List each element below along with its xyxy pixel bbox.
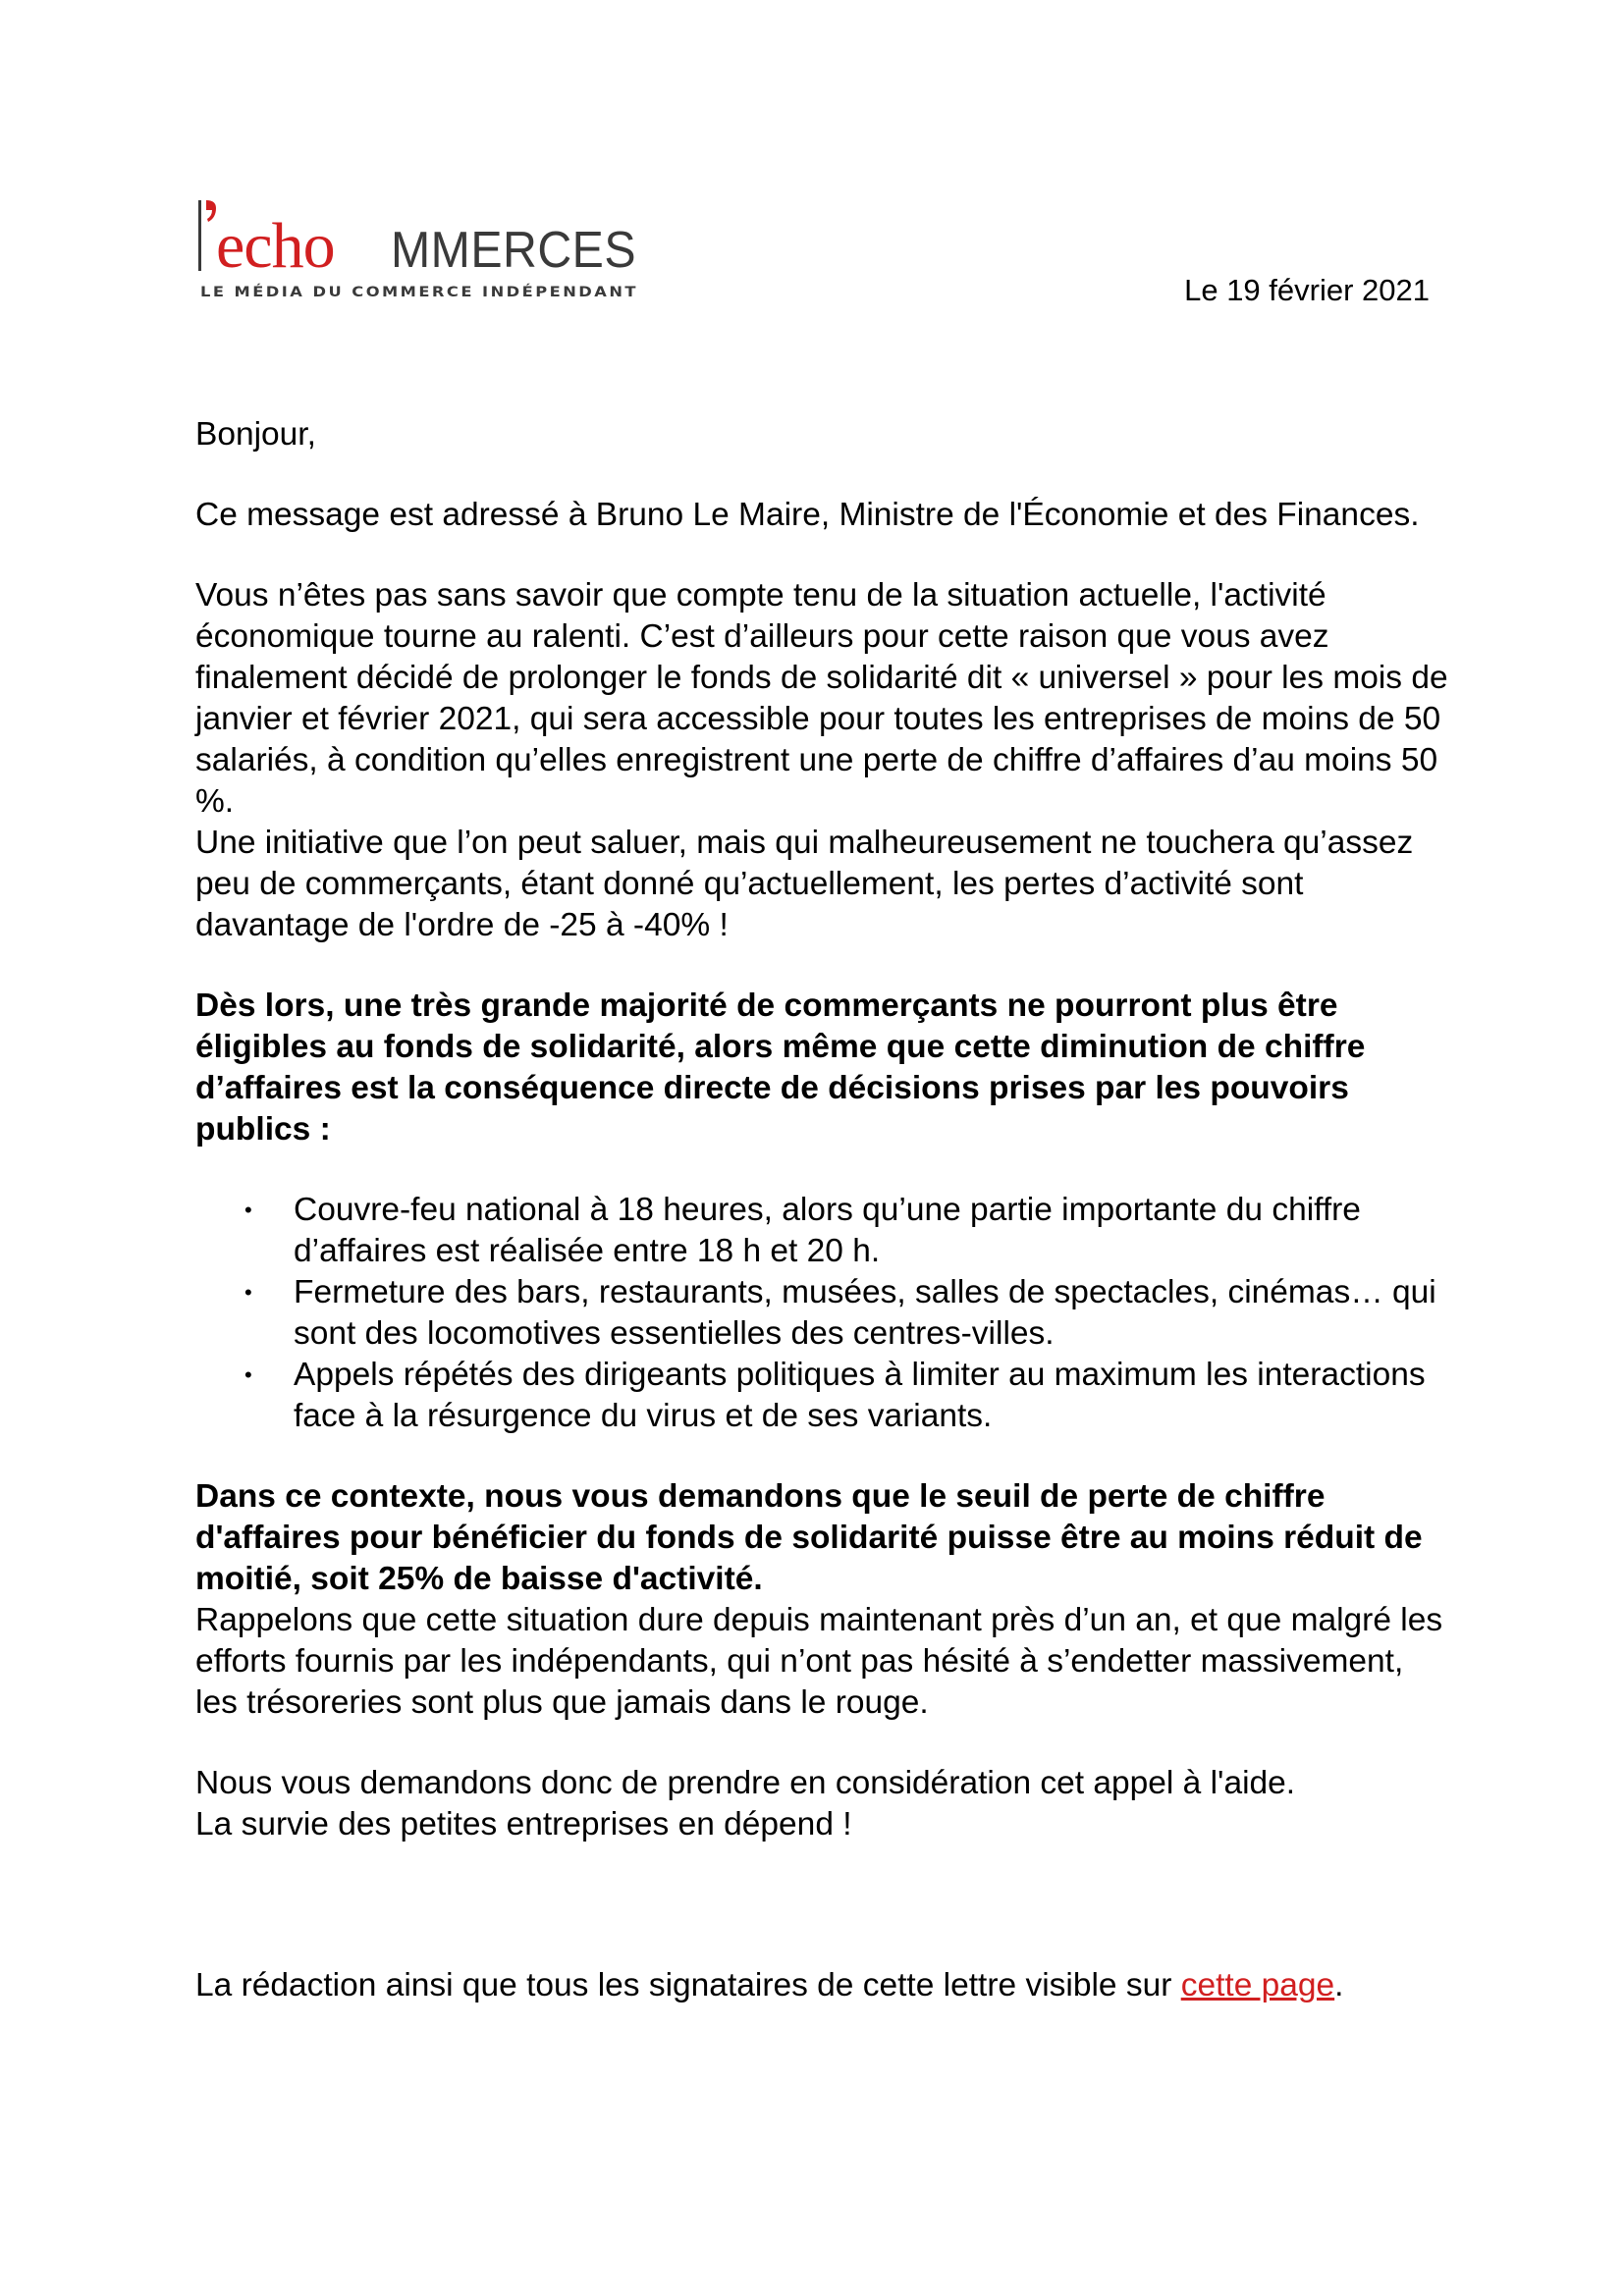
initiative-paragraph: Une initiative que l’on peut saluer, mais qui malheureusement ne touchera qu’assez peu de commerçants, étant donné qu’actuellement, les pertes d’activité sont davantage de l'ordre de -25 à -40% !	[195, 825, 1414, 943]
bullet-icon: •	[244, 1362, 252, 1387]
list-item	[195, 1272, 1452, 1355]
signature-paragraph	[195, 1965, 1452, 2006]
closing-line-2: La survie des petites entreprises en dépend !	[195, 1806, 852, 1842]
addressee-paragraph: Ce message est adressé à Bruno Le Maire, Ministre de l'Économie et des Finances.	[195, 497, 1420, 533]
eligibility-paragraph: Dès lors, une très grande majorité de commerçants ne pourront plus être éligibles au fonds de solidarité, alors même que cette diminution de chiffre d’affaires est la conséquence directe de décisions prises par les pouvoirs publics :	[195, 988, 1366, 1148]
list-item	[195, 1355, 1452, 1437]
request-paragraph: Dans ce contexte, nous vous demandons que le seuil de perte de chiffre d'affaires pour bénéficier du fonds de solidarité puisse être au moins réduit de moitié, soit 25% de baisse d'activité.	[195, 1478, 1423, 1597]
closing-line-1: Nous vous demandons donc de prendre en considération cet appel à l'aide.	[195, 1765, 1296, 1801]
svg-text:echo: echo	[216, 210, 335, 282]
bullet-icon: •	[244, 1280, 252, 1305]
letter-body	[195, 414, 1452, 2006]
list-item-text: Couvre-feu national à 18 heures, alors qu’une partie importante du chiffre d’affaires est réalisée entre 18 h et 20 h.	[294, 1192, 1361, 1269]
list-item	[195, 1190, 1452, 1272]
greeting: Bonjour,	[195, 416, 316, 453]
list-item-text: Appels répétés des dirigeants politiques à limiter au maximum les interactions face à la résurgence du virus et de ses variants.	[294, 1357, 1426, 1434]
letter-date: Le 19 février 2021	[1184, 273, 1430, 307]
reasons-list	[195, 1190, 1452, 1437]
svg-text:MMERCES: MMERCES	[391, 222, 636, 279]
bullet-icon: •	[244, 1198, 252, 1222]
signatories-page-link[interactable]: cette page	[1180, 1967, 1335, 2003]
svg-text:LE MÉDIA DU COMMERCE INDÉPENDA: LE MÉDIA DU COMMERCE INDÉPENDANT	[200, 285, 591, 300]
signature-text: La rédaction ainsi que tous les signataires de cette lettre visible sur	[195, 1967, 1181, 2003]
echommerces-logo	[196, 179, 648, 306]
situation-paragraph: Rappelons que cette situation dure depuis maintenant près d’un an, et que malgré les efforts fournis par les indépendants, qui n’ont pas hésité à s’endetter massivement, les trésoreries sont plus que jamais dans le rouge.	[195, 1602, 1443, 1721]
signature-end: .	[1334, 1967, 1344, 2003]
context-paragraph: Vous n’êtes pas sans savoir que compte tenu de la situation actuelle, l'activité économique tourne au ralenti. C’est d’ailleurs pour cette raison que vous avez finalement décidé de prolonger le fonds de solidarité dit « universel » pour les mois de janvier et février 2021, qui sera accessible pour toutes les entreprises de moins de 50 salariés, à condition qu’elles enregistrent une perte de chiffre d’affaires d’au moins 50 %.	[195, 577, 1448, 820]
list-item-text: Fermeture des bars, restaurants, musées, salles de spectacles, cinémas… qui sont des locomotives essentielles des centres-villes.	[294, 1274, 1436, 1352]
